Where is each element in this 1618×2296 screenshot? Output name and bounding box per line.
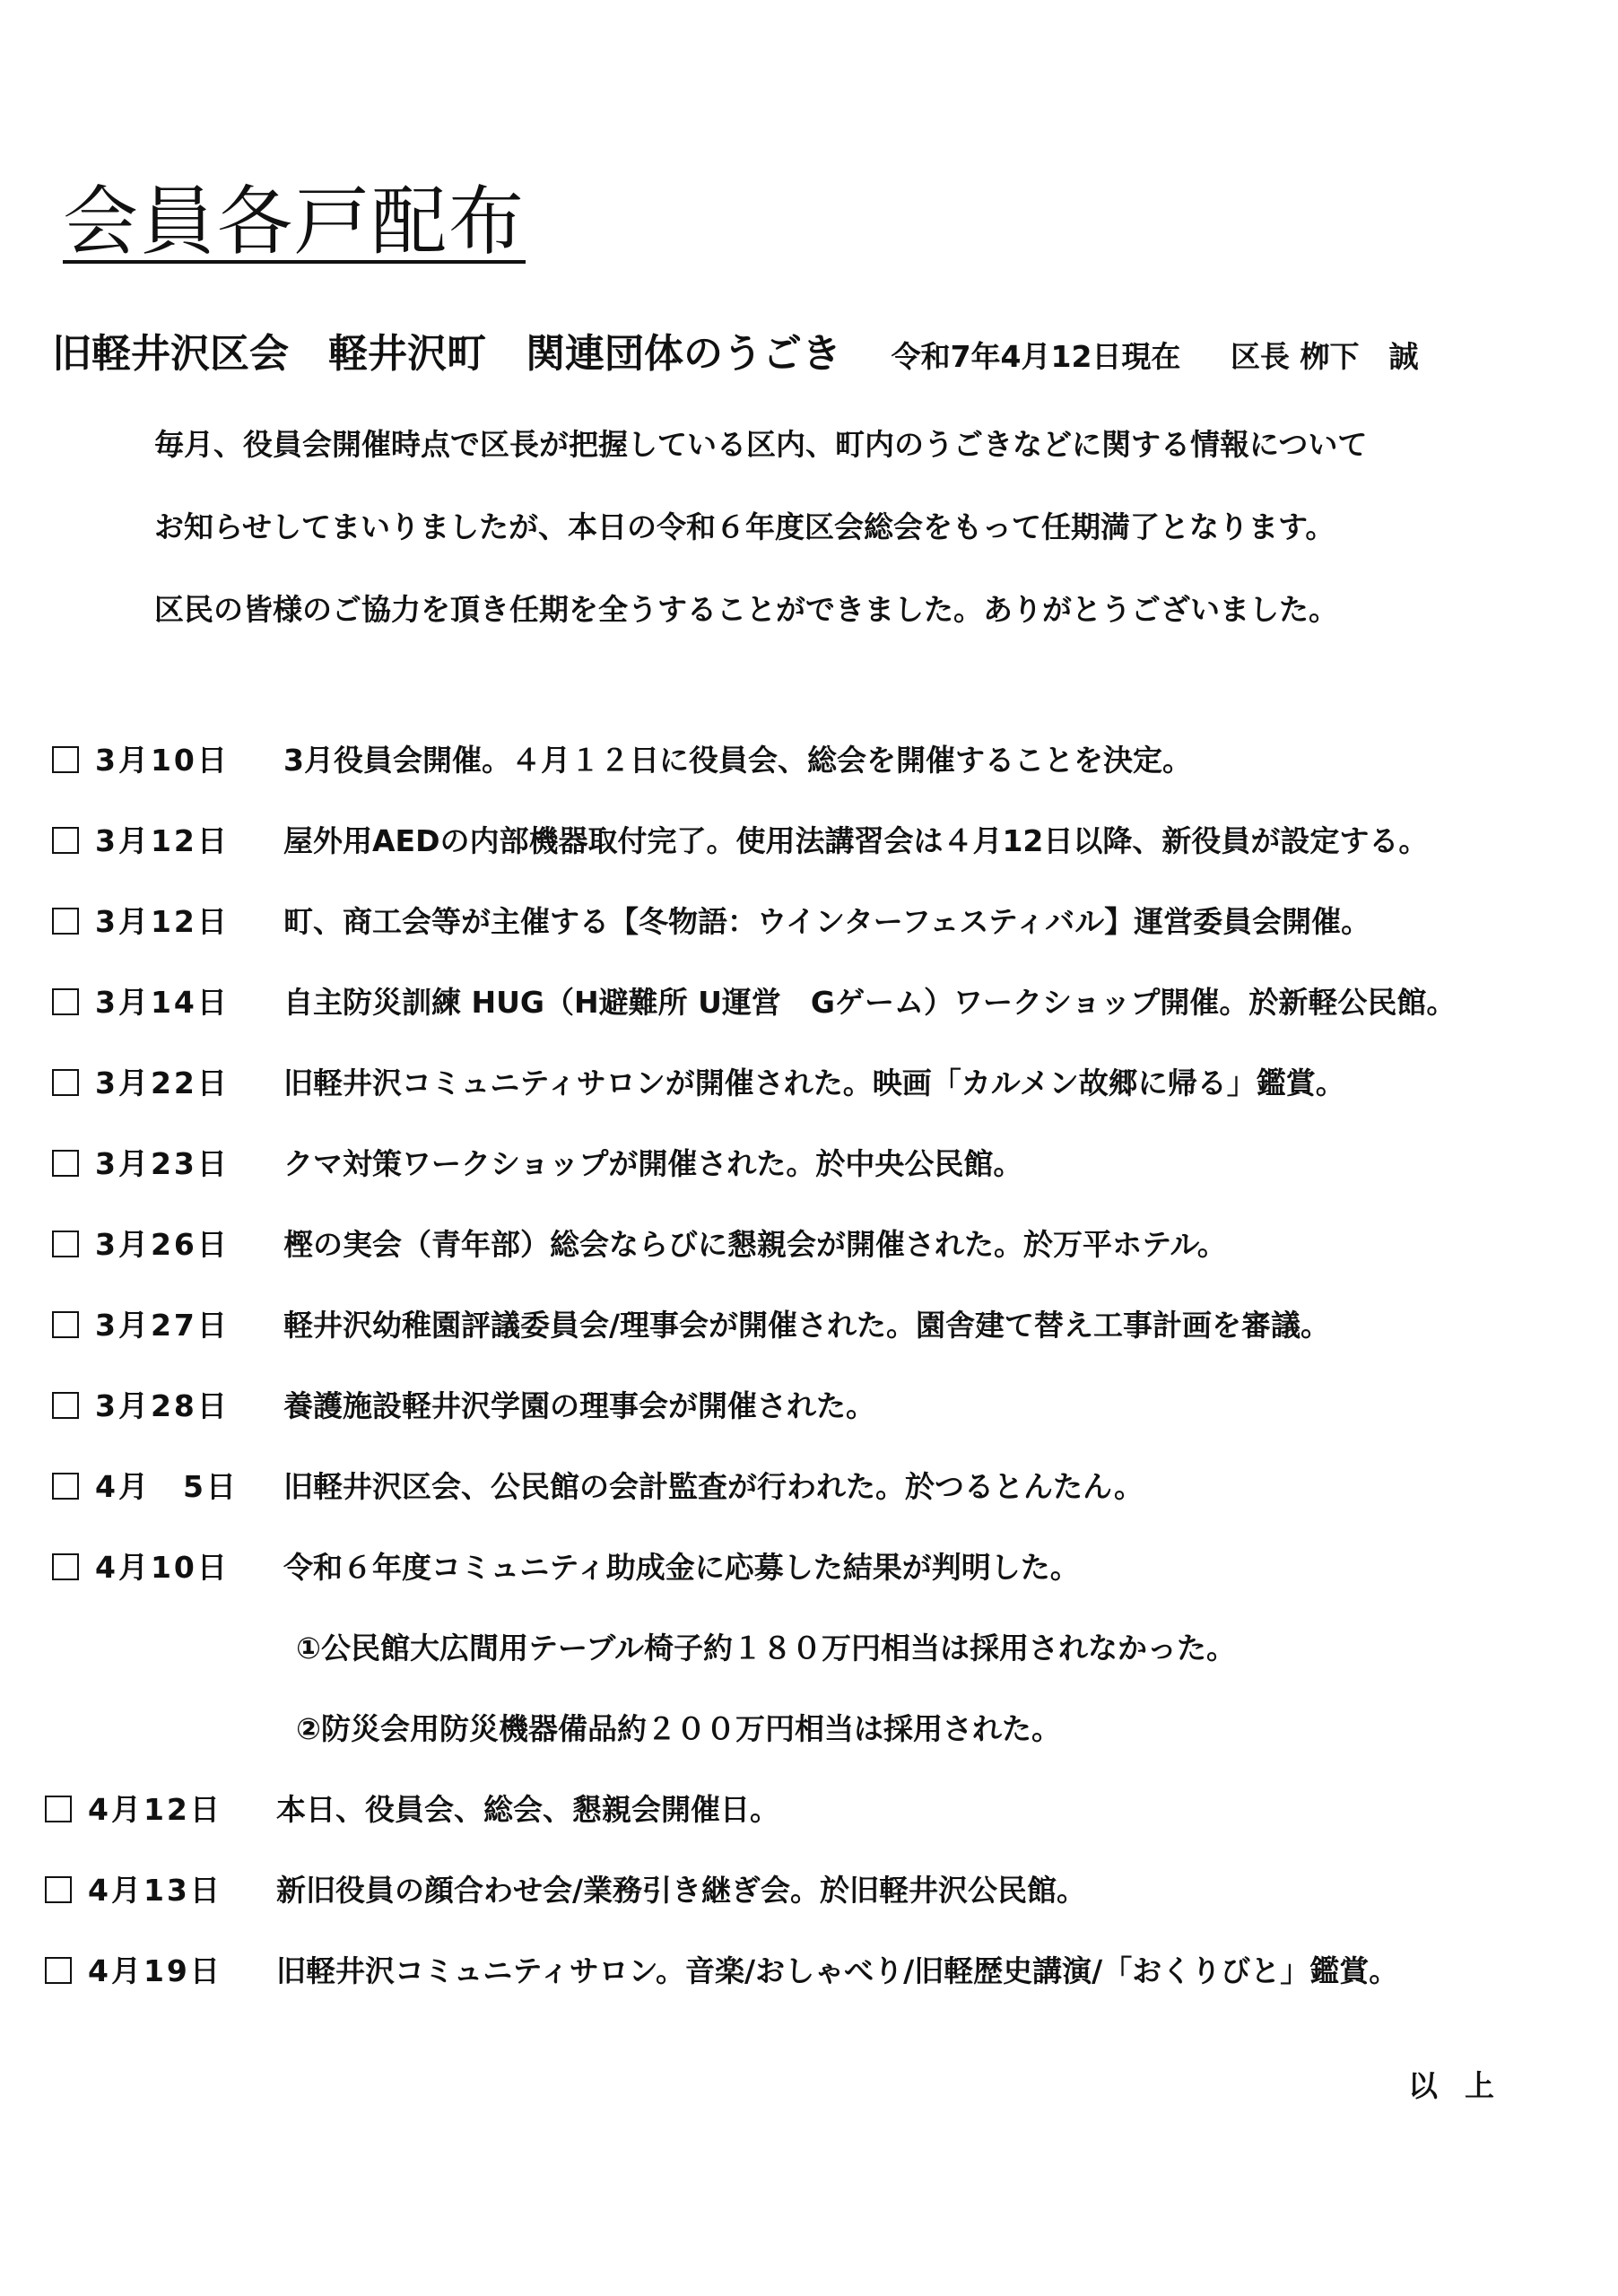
checkbox-icon	[52, 1150, 79, 1177]
checkbox-icon	[52, 1231, 79, 1257]
page-title: 会員各戸配布	[63, 178, 526, 265]
entry-date: 3月12日	[95, 904, 230, 939]
header-chief: 区長 栁下 誠	[1231, 339, 1419, 374]
list-item	[45, 1783, 1588, 1837]
sub-item: ②防災会用防災機器備品約２００万円相当は採用された。	[296, 1711, 1061, 1746]
entry-date: 4月19日	[88, 1953, 222, 1988]
entry-date: 3月10日	[95, 743, 230, 778]
checkbox-icon	[52, 1311, 79, 1338]
entry-date: 4月 5日	[95, 1469, 239, 1504]
entry-text: 3月役員会開催。４月１２日に役員会、総会を開催することを決定。	[283, 743, 1192, 778]
entry-text: 旧軽井沢コミュニティサロンが開催された。映画「カルメン故郷に帰る」鑑賞。	[283, 1065, 1345, 1100]
entry-date: 4月12日	[88, 1792, 222, 1827]
list-item	[52, 1057, 1595, 1110]
entry-date: 3月23日	[95, 1146, 230, 1181]
list-item	[52, 734, 1595, 787]
sub-item: ①公民館大広間用テーブル椅子約１８０万円相当は採用されなかった。	[296, 1631, 1236, 1665]
entry-date: 4月13日	[88, 1873, 222, 1908]
entry-text: 町、商工会等が主催する【冬物語：ウインターフェスティバル】運営委員会開催。	[283, 904, 1371, 939]
list-item	[45, 1944, 1588, 1998]
header-heading: 旧軽井沢区会 軽井沢町 関連団体のうごき	[52, 331, 841, 377]
intro-line: 区民の皆様のご協力を頂き任期を全うすることができました。ありがとうございました。	[154, 592, 1338, 627]
intro-line: 毎月、役員会開催時点で区長が把握している区内、町内のうごきなどに関する情報について	[154, 427, 1368, 462]
list-item	[52, 1379, 1595, 1433]
list-item	[52, 1460, 1595, 1514]
entry-date: 3月12日	[95, 823, 230, 858]
entry-date: 3月26日	[95, 1227, 230, 1262]
checkbox-icon	[45, 1876, 72, 1903]
entry-date: 4月10日	[95, 1550, 230, 1585]
checkbox-icon	[52, 1069, 79, 1096]
entry-text: 本日、役員会、総会、懇親会開催日。	[276, 1792, 779, 1827]
list-item	[52, 1541, 1595, 1595]
intro-line: お知らせしてまいりましたが、本日の令和６年度区会総会をもって任期満了となります。	[154, 509, 1335, 544]
entry-text: 自主防災訓練 HUG（H避難所 U運営 Gゲーム）ワークショップ開催。於新軽公民館。	[283, 985, 1457, 1020]
entry-text: 令和６年度コミュニティ助成金に応募した結果が判明した。	[283, 1550, 1080, 1585]
entry-date: 3月27日	[95, 1308, 230, 1343]
list-item	[52, 976, 1595, 1030]
checkbox-icon	[52, 746, 79, 773]
list-item	[52, 1137, 1595, 1191]
entry-text: 旧軽井沢コミュニティサロン。音楽/おしゃべり/旧軽歴史講演/「おくりびと」鑑賞。	[276, 1953, 1399, 1988]
entry-text: 新旧役員の顔合わせ会/業務引き継ぎ会。於旧軽井沢公民館。	[276, 1873, 1087, 1908]
checkbox-icon	[45, 1957, 72, 1984]
entry-text: 旧軽井沢区会、公民館の会計監査が行われた。於つるとんたん。	[283, 1469, 1144, 1504]
list-item	[52, 1218, 1595, 1272]
entry-text: 樫の実会（青年部）総会ならびに懇親会が開催された。於万平ホテル。	[283, 1227, 1227, 1262]
checkbox-icon	[45, 1796, 72, 1822]
entry-text: 屋外用AEDの内部機器取付完了。使用法講習会は４月12日以降、新役員が設定する。	[283, 823, 1429, 858]
closing-text: 以上	[1408, 2068, 1521, 2103]
list-item	[52, 895, 1595, 949]
checkbox-icon	[52, 1473, 79, 1500]
header-date: 令和7年4月12日現在	[891, 339, 1181, 374]
entry-text: 軽井沢幼稚園評議委員会/理事会が開催された。園舎建て替え工事計画を審議。	[283, 1308, 1331, 1343]
document-header	[52, 321, 1577, 378]
list-item	[52, 814, 1595, 868]
entry-text: 養護施設軽井沢学園の理事会が開催された。	[283, 1388, 875, 1423]
checkbox-icon	[52, 1553, 79, 1580]
checkbox-icon	[52, 827, 79, 854]
entry-text: クマ対策ワークショップが開催された。於中央公民館。	[283, 1146, 1023, 1181]
checkbox-icon	[52, 908, 79, 935]
entry-date: 3月14日	[95, 985, 230, 1020]
checkbox-icon	[52, 988, 79, 1015]
entry-date: 3月28日	[95, 1388, 230, 1423]
intro-paragraph	[154, 404, 1589, 651]
entry-date: 3月22日	[95, 1065, 230, 1100]
list-item	[45, 1864, 1588, 1918]
checkbox-icon	[52, 1392, 79, 1419]
list-item	[52, 1299, 1595, 1352]
